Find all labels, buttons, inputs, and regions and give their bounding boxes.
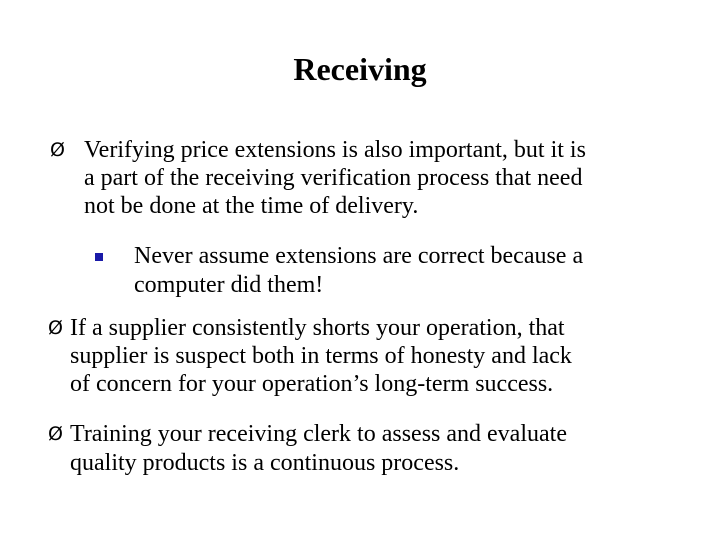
arrow-bullet-icon: Ø	[48, 423, 63, 445]
bullet-line: a part of the receiving verification process that need	[84, 165, 583, 191]
bullet-line: quality products is a continuous process.	[70, 450, 460, 476]
bullet-line: supplier is suspect both in terms of honesty and lack	[70, 343, 572, 369]
arrow-bullet-icon: Ø	[50, 139, 65, 161]
bullet-line: not be done at the time of delivery.	[84, 193, 419, 219]
slide-title: Receiving	[293, 51, 427, 87]
bullet-line: of concern for your operation’s long-term success.	[70, 371, 554, 397]
bullet-line: If a supplier consistently shorts your operation, that	[70, 315, 565, 341]
arrow-bullet-icon: Ø	[48, 317, 63, 339]
sub-bullet-line: Never assume extensions are correct because a	[134, 243, 584, 269]
bullet-line: Training your receiving clerk to assess and evaluate	[70, 421, 567, 447]
sub-bullet-line: computer did them!	[134, 272, 324, 298]
square-bullet-icon	[95, 253, 103, 261]
bullet-line: Verifying price extensions is also important, but it is	[84, 137, 586, 163]
